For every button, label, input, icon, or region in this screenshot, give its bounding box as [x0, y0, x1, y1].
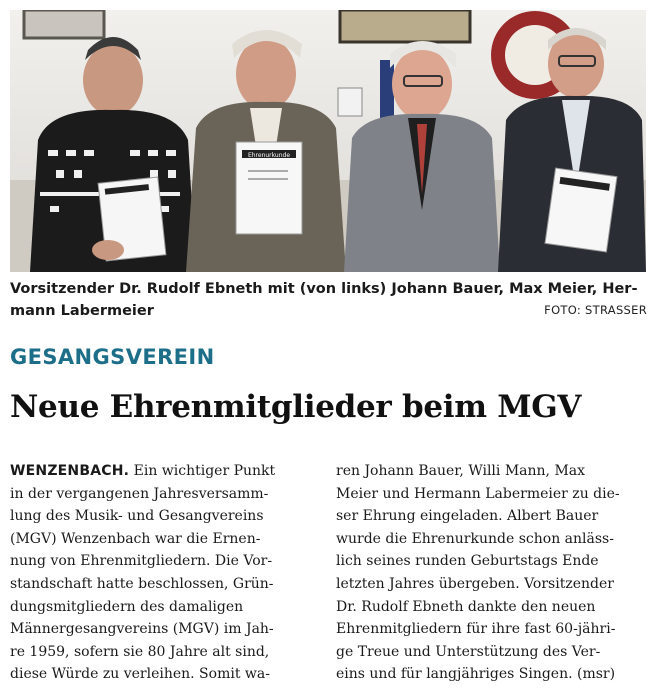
caption-line: Vorsitzender Dr. Rudolf Ebneth mit (von links) Johann Bauer, Max Meier, Her- — [10, 281, 638, 297]
wall-picture — [340, 10, 470, 42]
photo-credit: FOTO: STRASSER — [544, 303, 647, 317]
body-line: Dr. Rudolf Ebneth dankte den neuen — [336, 598, 596, 615]
body-line: ge Treue und Unterstützung des Ver- — [336, 643, 601, 660]
body-line: letzten Jahres übergeben. Vorsitzender — [336, 575, 614, 592]
body-line: lung des Musik- und Gesangvereins — [10, 508, 264, 525]
body-line: wurde die Ehrenurkunde schon anläss- — [336, 530, 614, 547]
certificate-label: Ehrenurkunde — [247, 152, 291, 159]
wall-picture — [24, 10, 104, 38]
body-line: ren Johann Bauer, Willi Mann, Max — [336, 463, 586, 479]
body-line: standschaft hatte beschlossen, Grün- — [10, 575, 274, 592]
article-headline: Neue Ehrenmitglieder beim MGV — [10, 389, 582, 425]
body-line: ser Ehrung eingeladen. Albert Bauer — [336, 508, 599, 525]
article-column-left — [10, 460, 320, 686]
body-line: re 1959, sofern sie 80 Jahre alt sind, — [10, 643, 270, 660]
body-line: (MGV) Wenzenbach war die Ernen- — [10, 530, 261, 547]
caption-line: mann Labermeier — [10, 303, 154, 319]
body-line: dungsmitgliedern des damaligen — [10, 598, 244, 615]
photo-illustration — [10, 10, 646, 272]
body-line: Ehrenmitgliedern für ihre fast 60-jähri- — [336, 621, 616, 638]
body-line — [10, 460, 320, 483]
body-line: Männergesangvereins (MGV) im Jah- — [10, 621, 274, 638]
body-line: in der vergangenen Jahresversamm- — [10, 485, 269, 502]
body-line: lich seines runden Geburtstags Ende — [336, 553, 599, 570]
body-line: diese Würde zu verleihen. Somit wa- — [10, 666, 270, 683]
body-line: Meier und Hermann Labermeier zu die- — [336, 485, 620, 502]
body-line-text: Ein wichtiger Punkt — [129, 463, 276, 479]
body-line: eins und für langjähriges Singen. (msr) — [336, 666, 616, 683]
news-photo — [10, 10, 646, 272]
article-column-right — [336, 460, 646, 686]
article-kicker: GESANGSVEREIN — [10, 345, 215, 369]
body-line: nung von Ehrenmitgliedern. Die Vor- — [10, 553, 273, 570]
dateline: WENZENBACH. — [10, 463, 130, 479]
